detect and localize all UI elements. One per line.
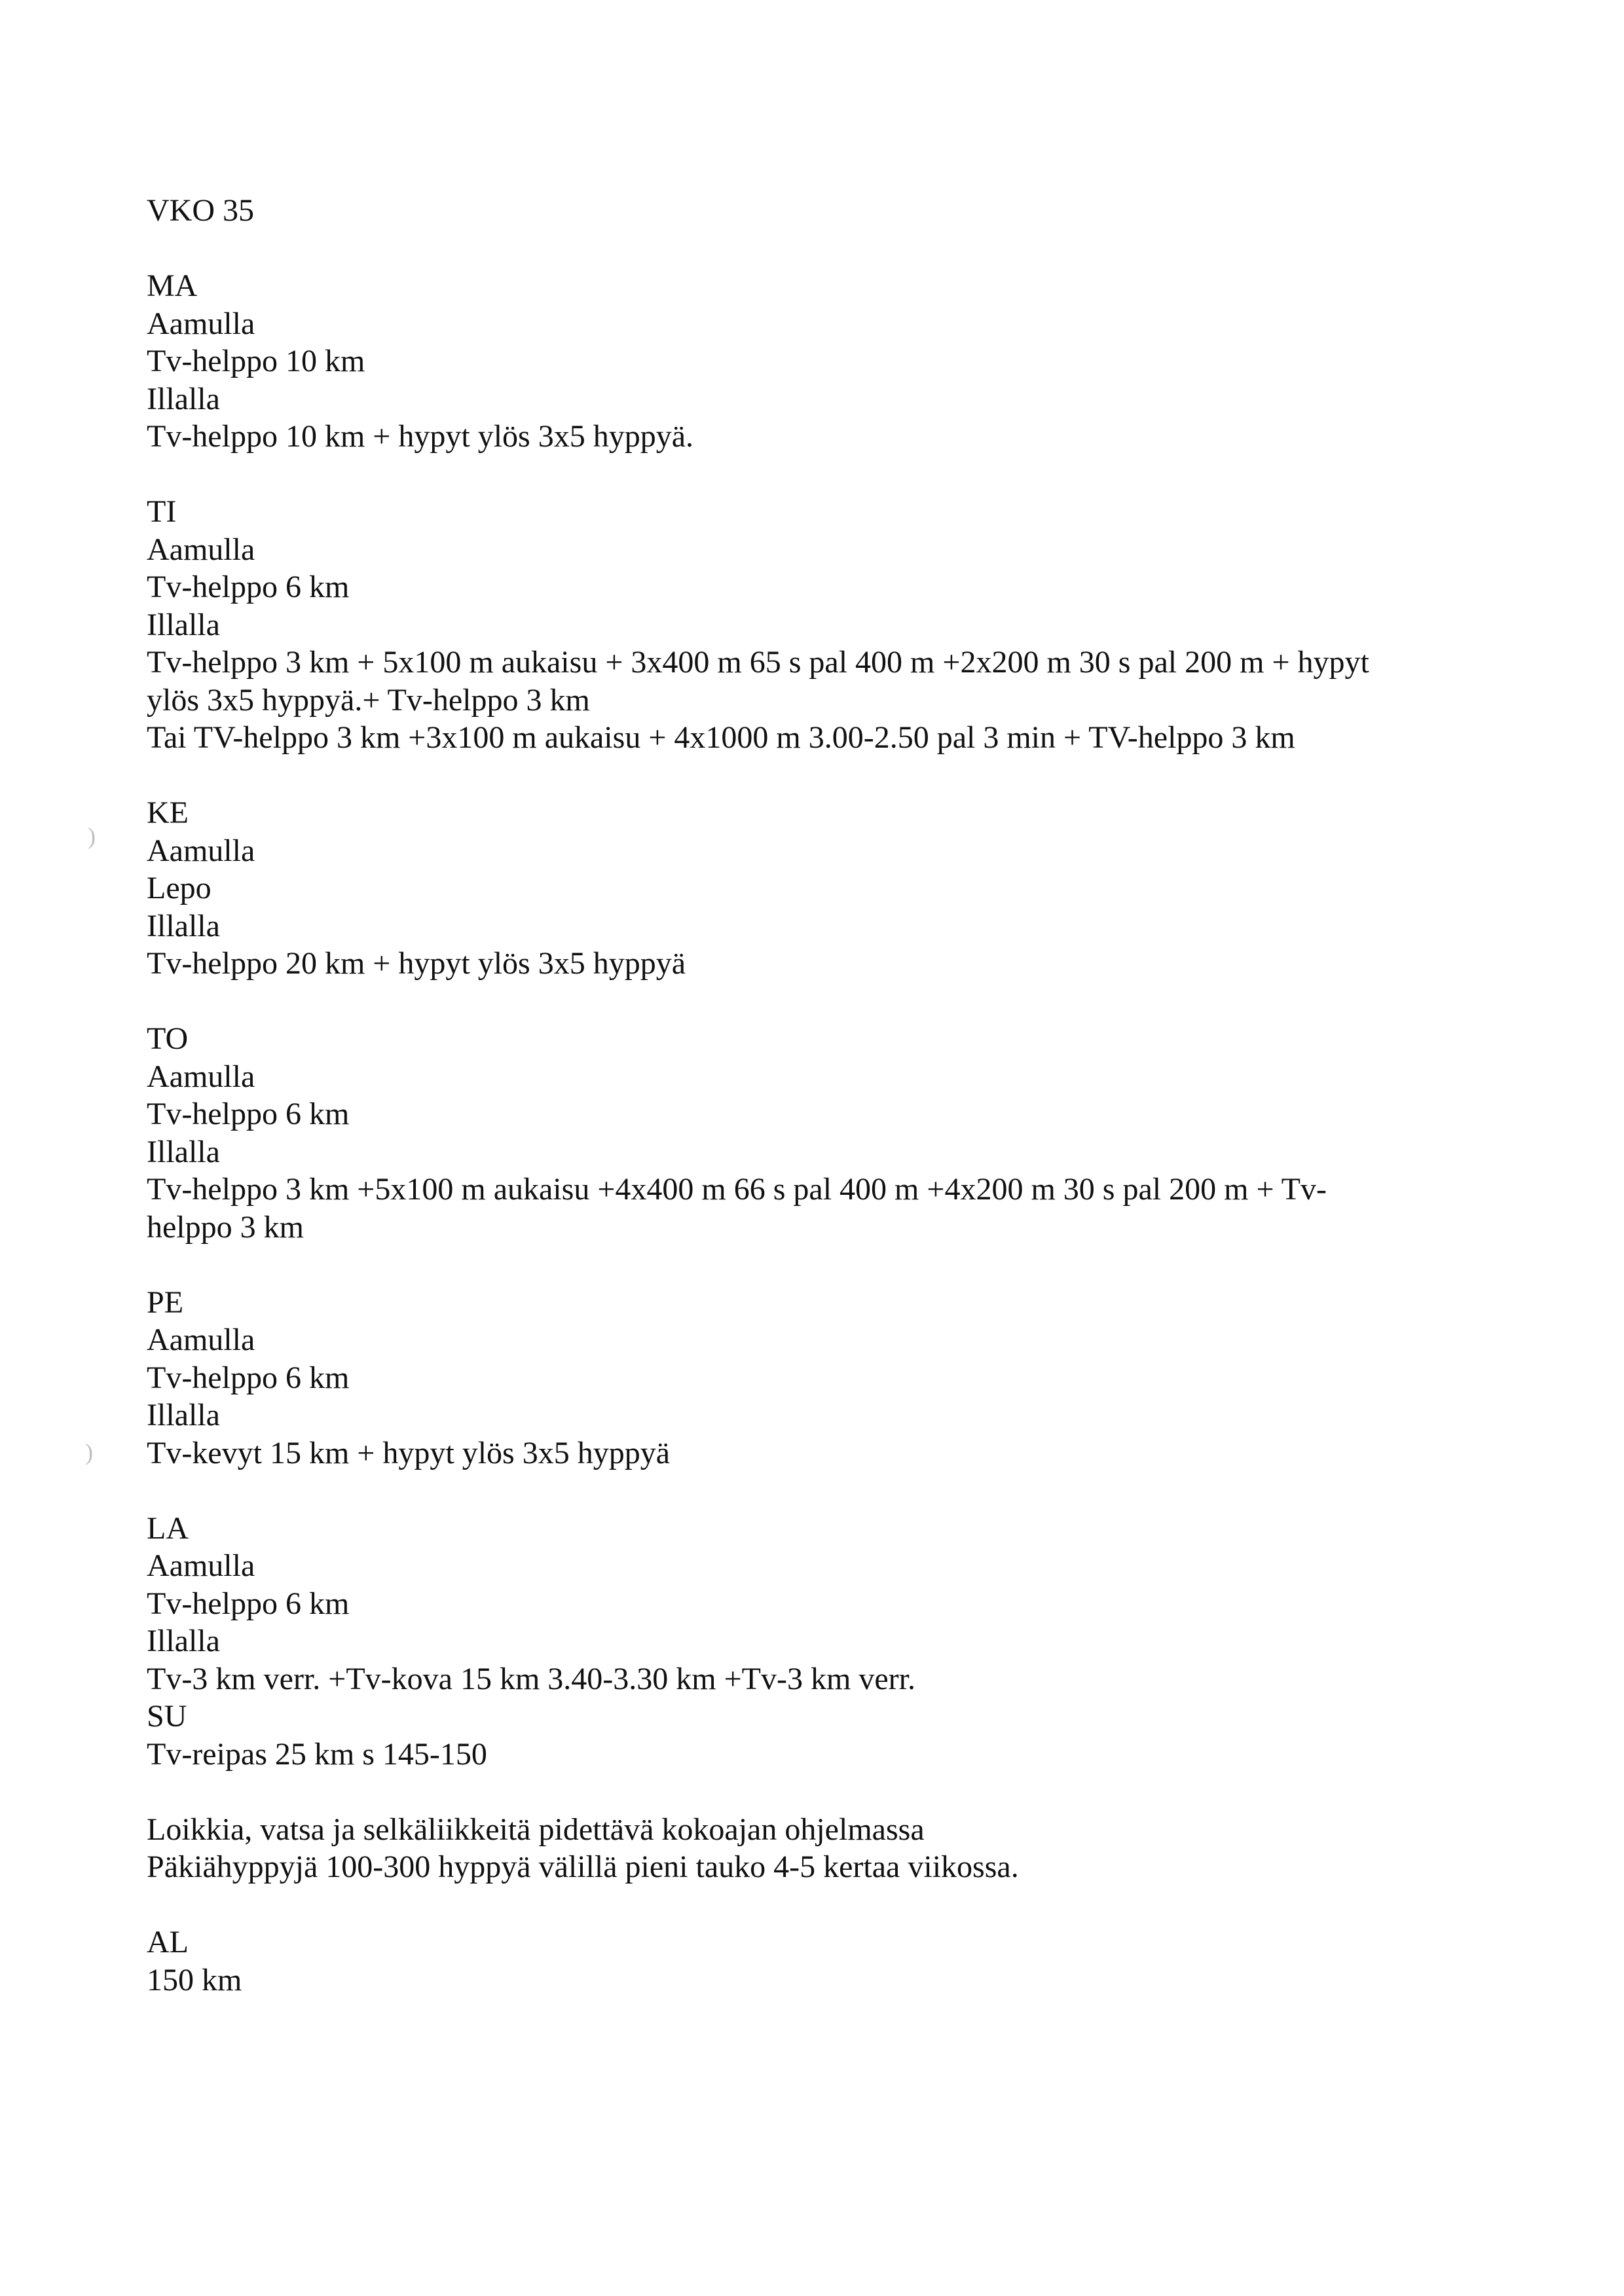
day-section-la [147, 1510, 1522, 1698]
day-line: Tv-helppo 20 km + hypyt ylös 3x5 hyppyä [147, 946, 686, 981]
day-line: Tai TV-helppo 3 km +3x100 m aukaisu + 4x1000 m 3.00-2.50 pal 3 min + TV-helppo 3 km [147, 720, 1295, 755]
day-line: Illalla [147, 1134, 220, 1169]
day-line: Lepo [147, 871, 212, 905]
spacer [147, 1246, 1522, 1284]
day-line: Aamulla [147, 1548, 255, 1583]
spacer [147, 757, 1522, 795]
total-value: 150 km [147, 1962, 242, 1997]
punch-hole-mark: ) [85, 1439, 93, 1465]
day-section-ke [147, 794, 1522, 983]
day-section-ti [147, 493, 1522, 757]
total-section [147, 1923, 1522, 1999]
day-line: Tv-helppo 3 km + 5x100 m aukaisu + 3x400 m 65 s pal 400 m +2x200 m 30 s pal 200 m + hypyt [147, 645, 1369, 680]
day-line: Tv-helppo 6 km [147, 1586, 350, 1621]
day-line: Tv-helppo 6 km [147, 1097, 350, 1131]
day-name: TI [147, 494, 177, 529]
day-line: Tv-helppo 10 km + hypyt ylös 3x5 hyppyä. [147, 419, 694, 454]
day-line: Illalla [147, 381, 220, 416]
spacer [147, 1886, 1522, 1924]
day-line: Aamulla [147, 306, 255, 341]
spacer [147, 1472, 1522, 1510]
day-name: KE [147, 795, 189, 830]
day-section-pe [147, 1284, 1522, 1472]
day-line: Illalla [147, 908, 220, 943]
spacer [147, 230, 1522, 268]
notes-section [147, 1811, 1522, 1886]
day-section-su [147, 1698, 1522, 1773]
day-line: Tv-reipas 25 km s 145-150 [147, 1736, 487, 1772]
day-line: Aamulla [147, 1059, 255, 1094]
day-line: Tv-kevyt 15 km + hypyt ylös 3x5 hyppyä [147, 1435, 671, 1470]
day-line: Aamulla [147, 833, 255, 868]
punch-hole-mark: ) [88, 823, 96, 849]
day-line: Aamulla [147, 532, 255, 567]
total-label: AL [147, 1925, 189, 1959]
day-section-to [147, 1020, 1522, 1246]
day-section-ma [147, 267, 1522, 456]
spacer [147, 456, 1522, 494]
day-name: TO [147, 1021, 189, 1056]
day-name: LA [147, 1510, 189, 1546]
day-line: Tv-helppo 3 km +5x100 m aukaisu +4x400 m 66 s pal 400 m +4x200 m 30 s pal 200 m + Tv- [147, 1172, 1327, 1207]
day-line: ylös 3x5 hyppyä.+ Tv-helppo 3 km [147, 682, 590, 718]
document-body [147, 192, 1522, 1999]
day-line: Tv-helppo 6 km [147, 1360, 350, 1395]
note-line: Loikkia, vatsa ja selkäliikkeitä pidettävä kokoajan ohjelmassa [147, 1812, 925, 1847]
day-line: helppo 3 km [147, 1209, 304, 1245]
spacer [147, 983, 1522, 1021]
spacer [147, 1773, 1522, 1811]
day-name: SU [147, 1699, 187, 1734]
day-line: Illalla [147, 607, 220, 642]
day-line: Tv-3 km verr. +Tv-kova 15 km 3.40-3.30 km +Tv-3 km verr. [147, 1661, 915, 1696]
day-line: Illalla [147, 1624, 220, 1658]
note-line: Päkiähyppyjä 100-300 hyppyä välillä pieni tauko 4-5 kertaa viikossa. [147, 1850, 1019, 1884]
day-line: Aamulla [147, 1322, 255, 1357]
day-line: Tv-helppo 10 km [147, 344, 365, 378]
day-name: PE [147, 1285, 184, 1320]
day-line: Illalla [147, 1398, 220, 1432]
day-line: Tv-helppo 6 km [147, 570, 350, 604]
day-name: MA [147, 268, 198, 303]
week-heading: VKO 35 [147, 193, 254, 228]
